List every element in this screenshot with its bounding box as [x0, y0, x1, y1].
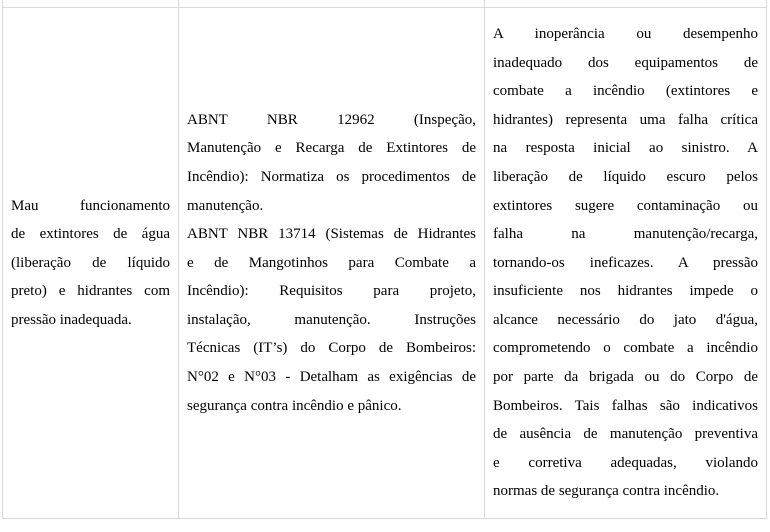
text-line: ABNT NBR 12962 (Inspeção, — [187, 111, 476, 128]
text-line: comprometendo o combate a incêndio — [493, 340, 758, 357]
cell-applicable-norms — [179, 8, 485, 519]
text-line: liberação de líquido escuro pelos — [493, 168, 758, 185]
text-line: preto) e hidrantes com — [11, 283, 170, 300]
previous-row-cell-1 — [3, 0, 179, 8]
text-line: tornando-os ineficazes. A pressão — [493, 254, 758, 271]
previous-row-cell-3 — [485, 0, 767, 8]
norm-paragraph-nbr-12962 — [187, 106, 476, 220]
text-line: falha na manutenção/recarga, — [493, 226, 758, 243]
text-line: manutenção. — [187, 197, 264, 214]
cell-technical-analysis — [485, 8, 767, 519]
previous-row-cell-2 — [179, 0, 485, 8]
technical-analysis-paragraph — [493, 20, 758, 506]
text-line: ABNT NBR 13714 (Sistemas de Hidrantes — [187, 226, 476, 243]
text-line: alcance necessário do jato d'água, — [493, 311, 758, 328]
text-line: Bombeiros. Tais falhas são indicativos — [493, 397, 758, 414]
text-line: Mau funcionamento — [11, 197, 170, 214]
text-line: por parte da brigada ou do Corpo de — [493, 369, 758, 386]
text-line: Incêndio): Requisitos para projeto, — [187, 283, 476, 300]
text-line: extintores sugere contaminação ou — [493, 197, 758, 214]
text-line: segurança contra incêndio e pânico. — [187, 397, 402, 414]
text-line: na resposta inicial ao sinistro. A — [493, 140, 758, 157]
text-line: N°02 e N°03 - Detalham as exigências de — [187, 369, 476, 386]
text-line: de extintores de água — [11, 226, 170, 243]
text-line: Incêndio): Normatiza os procedimentos de — [187, 168, 476, 185]
text-line: (liberação de líquido — [11, 254, 170, 271]
text-line: insuficiente nos hidrantes impede o — [493, 283, 758, 300]
failure-description-paragraph — [11, 192, 170, 335]
table-row-main — [3, 8, 767, 519]
text-line: pressão inadequada. — [11, 311, 132, 328]
text-line: e corretiva adequadas, violando — [493, 454, 758, 471]
text-line: instalação, manutenção. Instruções — [187, 311, 476, 328]
cell-failure-description — [3, 8, 179, 519]
text-line: combate a incêndio (extintores e — [493, 83, 758, 100]
text-line: inadequado dos equipamentos de — [493, 54, 758, 71]
document-table — [2, 0, 767, 519]
text-line: de ausência de manutenção preventiva — [493, 426, 758, 443]
text-line: A inoperância ou desempenho — [493, 25, 758, 42]
table-row-previous-fragment — [3, 0, 767, 8]
norm-paragraph-nbr-13714 — [187, 220, 476, 420]
text-line: Técnicas (IT’s) do Corpo de Bombeiros: — [187, 340, 476, 357]
text-line: Manutenção e Recarga de Extintores de — [187, 140, 476, 157]
text-line: normas de segurança contra incêndio. — [493, 483, 720, 500]
text-line: hidrantes) representa uma falha crítica — [493, 111, 758, 128]
text-line: e de Mangotinhos para Combate a — [187, 254, 476, 271]
